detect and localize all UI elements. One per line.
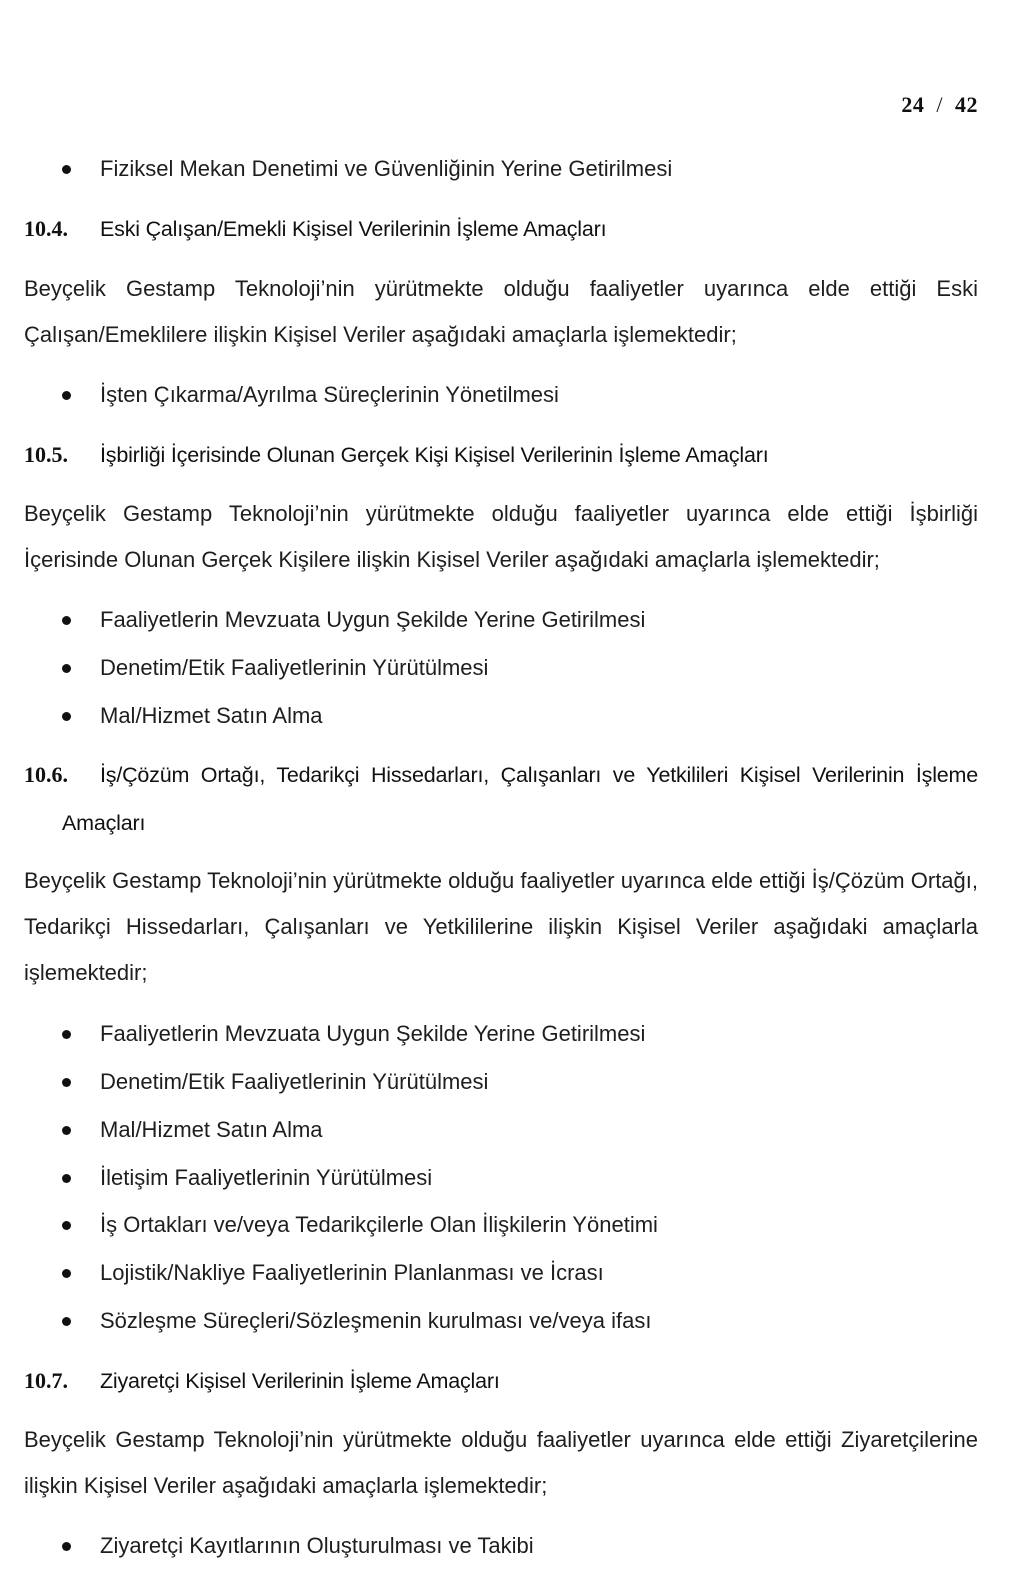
section-heading-10-4 <box>24 205 978 253</box>
list-item-text: Mal/Hizmet Satın Alma <box>100 1117 323 1142</box>
list-item-text: Lojistik/Nakliye Faaliyetlerinin Planlanması ve İcrası <box>100 1260 604 1285</box>
list-item-text: İletişim Faaliyetlerinin Yürütülmesi <box>100 1165 433 1190</box>
section-heading-10-5 <box>24 431 978 479</box>
page-number <box>901 92 978 118</box>
section-title: İşbirliği İçerisinde Olunan Gerçek Kişi Kişisel Verilerinin İşleme Amaçları <box>100 443 769 467</box>
bullet-icon <box>62 1269 71 1278</box>
bullet-icon <box>62 712 71 721</box>
list-item-text: Faaliyetlerin Mevzuata Uygun Şekilde Yerine Getirilmesi <box>100 607 646 632</box>
bullet-icon <box>62 616 71 625</box>
section-paragraph-10-6: Beyçelik Gestamp Teknoloji’nin yürütmekte olduğu faaliyetler uyarınca elde ettiği İş/Çözüm Ortağı, Tedarikçi Hissedarları, Çalışanları ve Yetkililerine ilişkin Kişisel Veriler aşağıdaki amaçlarla işlemektedir; <box>24 868 978 985</box>
section-heading-10-7 <box>24 1357 978 1405</box>
section-paragraph-10-7: Beyçelik Gestamp Teknoloji’nin yürütmekte olduğu faaliyetler uyarınca elde ettiği Ziyaretçilerine ilişkin Kişisel Veriler aşağıdaki amaçlarla işlemektedir; <box>24 1427 978 1498</box>
bullet-icon <box>62 1174 71 1183</box>
section-heading-10-6 <box>24 751 978 847</box>
bullet-icon <box>62 1030 71 1039</box>
page-separator: / <box>936 92 943 117</box>
section-number: 10.5. <box>24 442 68 467</box>
list-item-text: Fiziksel Mekan Denetimi ve Güvenliğinin Yerine Getirilmesi <box>100 156 673 181</box>
list-item-text: Sözleşme Süreçleri/Sözleşmenin kurulması ve/veya ifası <box>100 1308 652 1333</box>
bullet-icon <box>62 1317 71 1326</box>
list-item-text: Denetim/Etik Faaliyetlerinin Yürütülmesi <box>100 655 489 680</box>
section-paragraph-10-5: Beyçelik Gestamp Teknoloji’nin yürütmekte olduğu faaliyetler uyarınca elde ettiği İşbirliği İçerisinde Olunan Gerçek Kişilere ilişkin Kişisel Veriler aşağıdaki amaçlarla işlemektedir; <box>24 501 978 572</box>
section-number: 10.4. <box>24 216 68 241</box>
list-item-text: Mal/Hizmet Satın Alma <box>100 703 323 728</box>
bullet-icon <box>62 1078 71 1087</box>
section-number: 10.7. <box>24 1368 68 1393</box>
bullet-icon <box>62 1221 71 1230</box>
bullet-icon <box>62 664 71 673</box>
bullet-icon <box>62 1126 71 1135</box>
page-total: 42 <box>955 92 978 117</box>
section-title: İş/Çözüm Ortağı, Tedarikçi Hissedarları, Çalışanları ve Yetkilileri Kişisel Verilerinin İşleme Amaçları <box>62 763 978 835</box>
section-title: Eski Çalışan/Emekli Kişisel Verilerinin İşleme Amaçları <box>100 217 607 241</box>
list-item-text: Denetim/Etik Faaliyetlerinin Yürütülmesi <box>100 1069 489 1094</box>
section-title: Ziyaretçi Kişisel Verilerinin İşleme Amaçları <box>100 1369 500 1393</box>
page-current: 24 <box>901 92 925 117</box>
list-item-text: İşten Çıkarma/Ayrılma Süreçlerinin Yönetilmesi <box>100 382 559 407</box>
list-item-text: İş Ortakları ve/veya Tedarikçilerle Olan İlişkilerin Yönetimi <box>100 1212 658 1237</box>
section-number: 10.6. <box>24 762 68 787</box>
list-item-text: Ziyaretçi Kayıtlarının Oluşturulması ve Takibi <box>100 1533 534 1558</box>
list-item-text: Faaliyetlerin Mevzuata Uygun Şekilde Yerine Getirilmesi <box>100 1021 646 1046</box>
bullet-icon <box>62 391 71 400</box>
bullet-icon <box>62 165 71 174</box>
bullet-icon <box>62 1542 71 1551</box>
section-paragraph-10-4: Beyçelik Gestamp Teknoloji’nin yürütmekte olduğu faaliyetler uyarınca elde ettiği Eski Çalışan/Emeklilere ilişkin Kişisel Veriler aşağıdaki amaçlarla işlemektedir; <box>24 276 978 347</box>
